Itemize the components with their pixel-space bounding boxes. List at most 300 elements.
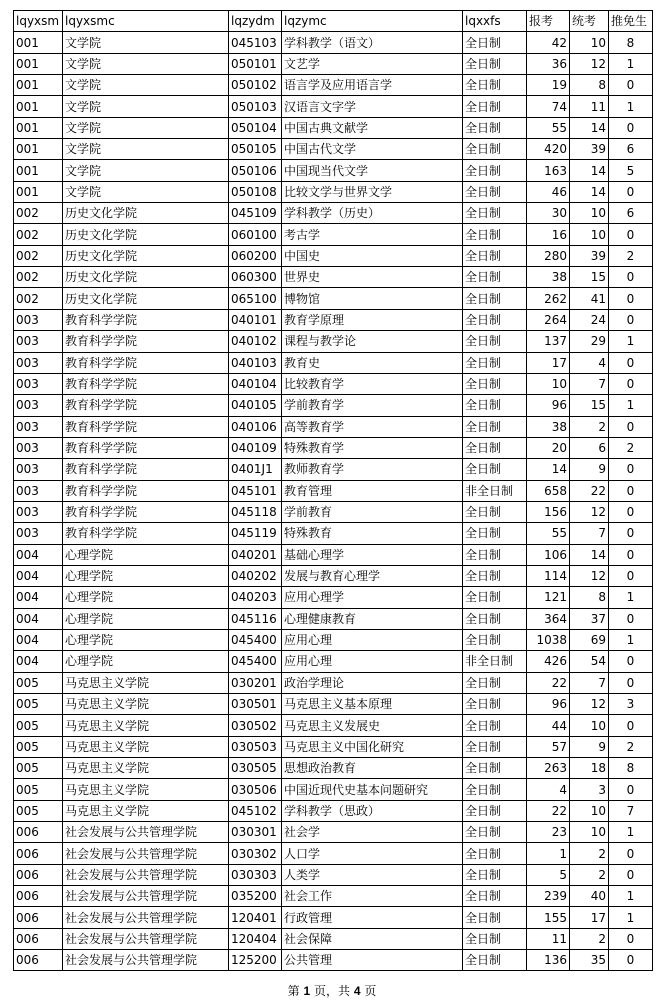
header-major-code: lqzydm bbox=[229, 11, 282, 32]
cell-major-code: 120404 bbox=[229, 928, 282, 949]
cell-college-code: 004 bbox=[14, 565, 63, 586]
cell-college-code: 006 bbox=[14, 950, 63, 971]
cell-recommended: 0 bbox=[609, 224, 653, 245]
cell-exam-admits: 41 bbox=[570, 288, 609, 309]
current-page: 1 bbox=[303, 984, 311, 998]
cell-major-name: 语言学及应用语言学 bbox=[282, 75, 463, 96]
cell-major-code: 125200 bbox=[229, 950, 282, 971]
cell-applicants: 96 bbox=[527, 395, 570, 416]
header-exam-admits: 统考 bbox=[570, 11, 609, 32]
cell-exam-admits: 10 bbox=[570, 224, 609, 245]
table-row bbox=[14, 779, 653, 800]
cell-college-code: 001 bbox=[14, 75, 63, 96]
admissions-table bbox=[13, 10, 653, 971]
cell-major-code: 040102 bbox=[229, 331, 282, 352]
cell-major-code: 035200 bbox=[229, 886, 282, 907]
cell-applicants: 263 bbox=[527, 758, 570, 779]
cell-college-code: 003 bbox=[14, 459, 63, 480]
cell-recommended: 1 bbox=[609, 331, 653, 352]
cell-major-code: 040105 bbox=[229, 395, 282, 416]
cell-college-name: 文学院 bbox=[63, 53, 229, 74]
cell-major-name: 学科教学（语文） bbox=[282, 32, 463, 53]
table-row bbox=[14, 288, 653, 309]
cell-college-code: 001 bbox=[14, 117, 63, 138]
cell-college-name: 心理学院 bbox=[63, 651, 229, 672]
header-recommended: 推免生 bbox=[609, 11, 653, 32]
cell-major-name: 学前教育 bbox=[282, 501, 463, 522]
cell-study-mode: 全日制 bbox=[463, 608, 527, 629]
cell-college-code: 005 bbox=[14, 672, 63, 693]
cell-college-name: 心理学院 bbox=[63, 544, 229, 565]
cell-study-mode: 全日制 bbox=[463, 950, 527, 971]
cell-exam-admits: 10 bbox=[570, 32, 609, 53]
cell-exam-admits: 10 bbox=[570, 800, 609, 821]
cell-college-code: 006 bbox=[14, 928, 63, 949]
cell-recommended: 0 bbox=[609, 459, 653, 480]
cell-applicants: 426 bbox=[527, 651, 570, 672]
cell-study-mode: 全日制 bbox=[463, 288, 527, 309]
cell-college-code: 003 bbox=[14, 480, 63, 501]
cell-applicants: 38 bbox=[527, 416, 570, 437]
cell-college-code: 002 bbox=[14, 267, 63, 288]
cell-college-code: 006 bbox=[14, 907, 63, 928]
cell-major-code: 030502 bbox=[229, 715, 282, 736]
cell-major-name: 教师教育学 bbox=[282, 459, 463, 480]
cell-college-code: 004 bbox=[14, 544, 63, 565]
cell-recommended: 8 bbox=[609, 758, 653, 779]
cell-major-code: 045103 bbox=[229, 32, 282, 53]
cell-exam-admits: 54 bbox=[570, 651, 609, 672]
cell-study-mode: 全日制 bbox=[463, 758, 527, 779]
cell-exam-admits: 10 bbox=[570, 715, 609, 736]
cell-exam-admits: 2 bbox=[570, 864, 609, 885]
cell-college-name: 文学院 bbox=[63, 32, 229, 53]
cell-recommended: 0 bbox=[609, 352, 653, 373]
cell-college-code: 006 bbox=[14, 864, 63, 885]
cell-applicants: 4 bbox=[527, 779, 570, 800]
cell-recommended: 0 bbox=[609, 501, 653, 522]
cell-major-code: 040103 bbox=[229, 352, 282, 373]
cell-study-mode: 全日制 bbox=[463, 160, 527, 181]
cell-applicants: 136 bbox=[527, 950, 570, 971]
cell-recommended: 2 bbox=[609, 245, 653, 266]
cell-recommended: 0 bbox=[609, 373, 653, 394]
cell-college-code: 003 bbox=[14, 416, 63, 437]
cell-exam-admits: 12 bbox=[570, 53, 609, 74]
table-row bbox=[14, 224, 653, 245]
cell-study-mode: 非全日制 bbox=[463, 480, 527, 501]
cell-exam-admits: 35 bbox=[570, 950, 609, 971]
cell-study-mode: 全日制 bbox=[463, 736, 527, 757]
cell-major-code: 030503 bbox=[229, 736, 282, 757]
cell-major-name: 特殊教育 bbox=[282, 523, 463, 544]
table-row bbox=[14, 53, 653, 74]
cell-applicants: 420 bbox=[527, 139, 570, 160]
table-row bbox=[14, 886, 653, 907]
cell-college-name: 马克思主义学院 bbox=[63, 800, 229, 821]
cell-study-mode: 全日制 bbox=[463, 459, 527, 480]
cell-study-mode: 全日制 bbox=[463, 822, 527, 843]
cell-college-name: 教育科学学院 bbox=[63, 309, 229, 330]
table-row bbox=[14, 950, 653, 971]
cell-college-code: 006 bbox=[14, 886, 63, 907]
cell-major-name: 人类学 bbox=[282, 864, 463, 885]
cell-recommended: 6 bbox=[609, 203, 653, 224]
cell-applicants: 42 bbox=[527, 32, 570, 53]
cell-exam-admits: 4 bbox=[570, 352, 609, 373]
cell-college-name: 教育科学学院 bbox=[63, 501, 229, 522]
cell-college-code: 001 bbox=[14, 32, 63, 53]
cell-exam-admits: 8 bbox=[570, 587, 609, 608]
page-footer: 第 1 页，共 4 页 bbox=[287, 984, 377, 998]
cell-applicants: 155 bbox=[527, 907, 570, 928]
cell-major-name: 公共管理 bbox=[282, 950, 463, 971]
cell-major-name: 汉语言文字学 bbox=[282, 96, 463, 117]
cell-major-name: 教育管理 bbox=[282, 480, 463, 501]
cell-recommended: 6 bbox=[609, 139, 653, 160]
cell-college-code: 002 bbox=[14, 224, 63, 245]
cell-exam-admits: 8 bbox=[570, 75, 609, 96]
cell-exam-admits: 39 bbox=[570, 139, 609, 160]
cell-study-mode: 全日制 bbox=[463, 75, 527, 96]
table-row bbox=[14, 267, 653, 288]
table-row bbox=[14, 587, 653, 608]
table-row bbox=[14, 331, 653, 352]
cell-major-code: 045119 bbox=[229, 523, 282, 544]
table-row bbox=[14, 843, 653, 864]
header-college-name: lqyxsmc bbox=[63, 11, 229, 32]
cell-recommended: 1 bbox=[609, 96, 653, 117]
cell-recommended: 2 bbox=[609, 736, 653, 757]
cell-recommended: 1 bbox=[609, 822, 653, 843]
cell-major-name: 中国史 bbox=[282, 245, 463, 266]
header-row bbox=[14, 11, 653, 32]
cell-major-name: 中国古典文献学 bbox=[282, 117, 463, 138]
cell-applicants: 22 bbox=[527, 800, 570, 821]
cell-exam-admits: 40 bbox=[570, 886, 609, 907]
total-pages: 4 bbox=[353, 984, 361, 998]
cell-college-name: 历史文化学院 bbox=[63, 267, 229, 288]
cell-recommended: 0 bbox=[609, 544, 653, 565]
cell-recommended: 8 bbox=[609, 32, 653, 53]
cell-recommended: 0 bbox=[609, 651, 653, 672]
cell-college-code: 003 bbox=[14, 309, 63, 330]
cell-applicants: 17 bbox=[527, 352, 570, 373]
table-row bbox=[14, 928, 653, 949]
cell-college-name: 教育科学学院 bbox=[63, 437, 229, 458]
table-row bbox=[14, 758, 653, 779]
cell-recommended: 1 bbox=[609, 907, 653, 928]
cell-exam-admits: 39 bbox=[570, 245, 609, 266]
cell-college-name: 教育科学学院 bbox=[63, 352, 229, 373]
cell-college-code: 004 bbox=[14, 587, 63, 608]
cell-major-name: 比较文学与世界文学 bbox=[282, 181, 463, 202]
cell-applicants: 55 bbox=[527, 523, 570, 544]
cell-college-code: 001 bbox=[14, 181, 63, 202]
cell-college-name: 社会发展与公共管理学院 bbox=[63, 907, 229, 928]
cell-major-code: 045400 bbox=[229, 629, 282, 650]
cell-recommended: 0 bbox=[609, 480, 653, 501]
cell-college-code: 005 bbox=[14, 715, 63, 736]
cell-major-code: 030201 bbox=[229, 672, 282, 693]
cell-major-name: 比较教育学 bbox=[282, 373, 463, 394]
cell-exam-admits: 10 bbox=[570, 203, 609, 224]
cell-major-code: 0401J1 bbox=[229, 459, 282, 480]
cell-college-name: 历史文化学院 bbox=[63, 224, 229, 245]
cell-study-mode: 全日制 bbox=[463, 181, 527, 202]
cell-major-code: 030506 bbox=[229, 779, 282, 800]
cell-applicants: 137 bbox=[527, 331, 570, 352]
cell-recommended: 1 bbox=[609, 395, 653, 416]
cell-exam-admits: 14 bbox=[570, 544, 609, 565]
cell-study-mode: 全日制 bbox=[463, 224, 527, 245]
cell-recommended: 0 bbox=[609, 416, 653, 437]
cell-applicants: 57 bbox=[527, 736, 570, 757]
table-row bbox=[14, 608, 653, 629]
cell-study-mode: 全日制 bbox=[463, 779, 527, 800]
cell-exam-admits: 12 bbox=[570, 501, 609, 522]
cell-study-mode: 全日制 bbox=[463, 117, 527, 138]
cell-major-name: 中国古代文学 bbox=[282, 139, 463, 160]
table-row bbox=[14, 907, 653, 928]
cell-college-name: 文学院 bbox=[63, 117, 229, 138]
cell-major-code: 030505 bbox=[229, 758, 282, 779]
table-row bbox=[14, 352, 653, 373]
cell-major-code: 045118 bbox=[229, 501, 282, 522]
cell-study-mode: 全日制 bbox=[463, 544, 527, 565]
cell-exam-admits: 2 bbox=[570, 843, 609, 864]
table-row bbox=[14, 395, 653, 416]
cell-study-mode: 全日制 bbox=[463, 694, 527, 715]
cell-recommended: 0 bbox=[609, 715, 653, 736]
cell-recommended: 0 bbox=[609, 950, 653, 971]
cell-major-name: 世界史 bbox=[282, 267, 463, 288]
table-row bbox=[14, 96, 653, 117]
cell-college-name: 教育科学学院 bbox=[63, 416, 229, 437]
cell-study-mode: 全日制 bbox=[463, 352, 527, 373]
cell-major-name: 心理健康教育 bbox=[282, 608, 463, 629]
cell-major-name: 中国近现代史基本问题研究 bbox=[282, 779, 463, 800]
cell-major-name: 马克思主义发展史 bbox=[282, 715, 463, 736]
cell-applicants: 239 bbox=[527, 886, 570, 907]
cell-exam-admits: 14 bbox=[570, 160, 609, 181]
cell-major-name: 人口学 bbox=[282, 843, 463, 864]
cell-applicants: 19 bbox=[527, 75, 570, 96]
cell-major-code: 030302 bbox=[229, 843, 282, 864]
cell-major-name: 社会工作 bbox=[282, 886, 463, 907]
cell-college-code: 003 bbox=[14, 373, 63, 394]
cell-major-name: 基础心理学 bbox=[282, 544, 463, 565]
cell-study-mode: 全日制 bbox=[463, 267, 527, 288]
table-row bbox=[14, 309, 653, 330]
cell-recommended: 0 bbox=[609, 779, 653, 800]
cell-major-name: 行政管理 bbox=[282, 907, 463, 928]
cell-major-code: 050105 bbox=[229, 139, 282, 160]
cell-applicants: 5 bbox=[527, 864, 570, 885]
cell-exam-admits: 14 bbox=[570, 117, 609, 138]
cell-college-name: 马克思主义学院 bbox=[63, 672, 229, 693]
cell-study-mode: 全日制 bbox=[463, 96, 527, 117]
cell-college-code: 003 bbox=[14, 352, 63, 373]
cell-college-code: 001 bbox=[14, 160, 63, 181]
cell-recommended: 1 bbox=[609, 629, 653, 650]
cell-major-name: 中国现当代文学 bbox=[282, 160, 463, 181]
cell-applicants: 1 bbox=[527, 843, 570, 864]
table-row bbox=[14, 736, 653, 757]
table-row bbox=[14, 139, 653, 160]
cell-college-name: 心理学院 bbox=[63, 587, 229, 608]
cell-college-code: 005 bbox=[14, 758, 63, 779]
table-row bbox=[14, 565, 653, 586]
cell-college-name: 社会发展与公共管理学院 bbox=[63, 886, 229, 907]
cell-college-code: 005 bbox=[14, 779, 63, 800]
cell-exam-admits: 17 bbox=[570, 907, 609, 928]
cell-major-name: 特殊教育学 bbox=[282, 437, 463, 458]
cell-exam-admits: 18 bbox=[570, 758, 609, 779]
cell-college-name: 历史文化学院 bbox=[63, 203, 229, 224]
cell-recommended: 0 bbox=[609, 523, 653, 544]
table-row bbox=[14, 32, 653, 53]
cell-study-mode: 全日制 bbox=[463, 907, 527, 928]
table-row bbox=[14, 822, 653, 843]
cell-study-mode: 全日制 bbox=[463, 437, 527, 458]
cell-major-code: 040201 bbox=[229, 544, 282, 565]
cell-major-code: 040106 bbox=[229, 416, 282, 437]
cell-applicants: 11 bbox=[527, 928, 570, 949]
cell-major-name: 发展与教育心理学 bbox=[282, 565, 463, 586]
cell-recommended: 0 bbox=[609, 928, 653, 949]
cell-exam-admits: 9 bbox=[570, 736, 609, 757]
cell-major-code: 030303 bbox=[229, 864, 282, 885]
cell-applicants: 364 bbox=[527, 608, 570, 629]
cell-major-name: 教育学原理 bbox=[282, 309, 463, 330]
cell-recommended: 7 bbox=[609, 800, 653, 821]
cell-applicants: 156 bbox=[527, 501, 570, 522]
cell-recommended: 0 bbox=[609, 864, 653, 885]
cell-exam-admits: 11 bbox=[570, 96, 609, 117]
cell-college-code: 003 bbox=[14, 501, 63, 522]
cell-recommended: 0 bbox=[609, 608, 653, 629]
cell-exam-admits: 24 bbox=[570, 309, 609, 330]
cell-college-code: 001 bbox=[14, 96, 63, 117]
cell-recommended: 0 bbox=[609, 843, 653, 864]
cell-college-name: 社会发展与公共管理学院 bbox=[63, 843, 229, 864]
cell-applicants: 1038 bbox=[527, 629, 570, 650]
cell-major-name: 博物馆 bbox=[282, 288, 463, 309]
cell-applicants: 44 bbox=[527, 715, 570, 736]
table-row bbox=[14, 800, 653, 821]
cell-college-name: 心理学院 bbox=[63, 565, 229, 586]
cell-applicants: 23 bbox=[527, 822, 570, 843]
cell-major-code: 040109 bbox=[229, 437, 282, 458]
cell-study-mode: 全日制 bbox=[463, 32, 527, 53]
cell-applicants: 55 bbox=[527, 117, 570, 138]
cell-college-name: 社会发展与公共管理学院 bbox=[63, 822, 229, 843]
cell-applicants: 16 bbox=[527, 224, 570, 245]
cell-college-name: 文学院 bbox=[63, 75, 229, 96]
cell-major-code: 040202 bbox=[229, 565, 282, 586]
cell-exam-admits: 29 bbox=[570, 331, 609, 352]
cell-major-code: 030501 bbox=[229, 694, 282, 715]
table-row bbox=[14, 629, 653, 650]
table-row bbox=[14, 672, 653, 693]
cell-major-code: 050106 bbox=[229, 160, 282, 181]
cell-applicants: 22 bbox=[527, 672, 570, 693]
cell-college-name: 马克思主义学院 bbox=[63, 715, 229, 736]
cell-study-mode: 全日制 bbox=[463, 715, 527, 736]
cell-college-name: 文学院 bbox=[63, 160, 229, 181]
table-row bbox=[14, 501, 653, 522]
table-row bbox=[14, 437, 653, 458]
cell-study-mode: 全日制 bbox=[463, 309, 527, 330]
cell-recommended: 3 bbox=[609, 694, 653, 715]
cell-recommended: 0 bbox=[609, 75, 653, 96]
table-row bbox=[14, 651, 653, 672]
cell-exam-admits: 6 bbox=[570, 437, 609, 458]
cell-exam-admits: 22 bbox=[570, 480, 609, 501]
cell-recommended: 0 bbox=[609, 181, 653, 202]
cell-study-mode: 全日制 bbox=[463, 523, 527, 544]
table-row bbox=[14, 715, 653, 736]
cell-major-code: 030301 bbox=[229, 822, 282, 843]
cell-major-code: 045101 bbox=[229, 480, 282, 501]
cell-college-code: 003 bbox=[14, 331, 63, 352]
cell-major-code: 045109 bbox=[229, 203, 282, 224]
table-row bbox=[14, 373, 653, 394]
cell-recommended: 0 bbox=[609, 288, 653, 309]
cell-college-code: 006 bbox=[14, 822, 63, 843]
cell-exam-admits: 69 bbox=[570, 629, 609, 650]
cell-study-mode: 非全日制 bbox=[463, 651, 527, 672]
cell-study-mode: 全日制 bbox=[463, 886, 527, 907]
header-major-name: lqzymc bbox=[282, 11, 463, 32]
cell-applicants: 658 bbox=[527, 480, 570, 501]
cell-applicants: 121 bbox=[527, 587, 570, 608]
cell-major-name: 文艺学 bbox=[282, 53, 463, 74]
cell-major-code: 120401 bbox=[229, 907, 282, 928]
cell-college-name: 社会发展与公共管理学院 bbox=[63, 928, 229, 949]
cell-recommended: 2 bbox=[609, 437, 653, 458]
cell-major-name: 马克思主义基本原理 bbox=[282, 694, 463, 715]
table-row bbox=[14, 694, 653, 715]
cell-applicants: 36 bbox=[527, 53, 570, 74]
cell-recommended: 0 bbox=[609, 309, 653, 330]
cell-college-code: 002 bbox=[14, 245, 63, 266]
cell-applicants: 96 bbox=[527, 694, 570, 715]
cell-major-name: 应用心理 bbox=[282, 629, 463, 650]
cell-applicants: 74 bbox=[527, 96, 570, 117]
table-row bbox=[14, 245, 653, 266]
cell-exam-admits: 37 bbox=[570, 608, 609, 629]
cell-recommended: 0 bbox=[609, 565, 653, 586]
cell-study-mode: 全日制 bbox=[463, 864, 527, 885]
cell-exam-admits: 10 bbox=[570, 822, 609, 843]
cell-study-mode: 全日制 bbox=[463, 565, 527, 586]
cell-study-mode: 全日制 bbox=[463, 331, 527, 352]
cell-applicants: 46 bbox=[527, 181, 570, 202]
cell-college-code: 003 bbox=[14, 523, 63, 544]
cell-major-name: 社会保障 bbox=[282, 928, 463, 949]
cell-college-code: 005 bbox=[14, 800, 63, 821]
cell-recommended: 0 bbox=[609, 672, 653, 693]
cell-study-mode: 全日制 bbox=[463, 395, 527, 416]
cell-college-name: 教育科学学院 bbox=[63, 459, 229, 480]
cell-applicants: 10 bbox=[527, 373, 570, 394]
cell-college-name: 马克思主义学院 bbox=[63, 758, 229, 779]
cell-college-name: 历史文化学院 bbox=[63, 245, 229, 266]
cell-recommended: 1 bbox=[609, 886, 653, 907]
cell-exam-admits: 7 bbox=[570, 672, 609, 693]
